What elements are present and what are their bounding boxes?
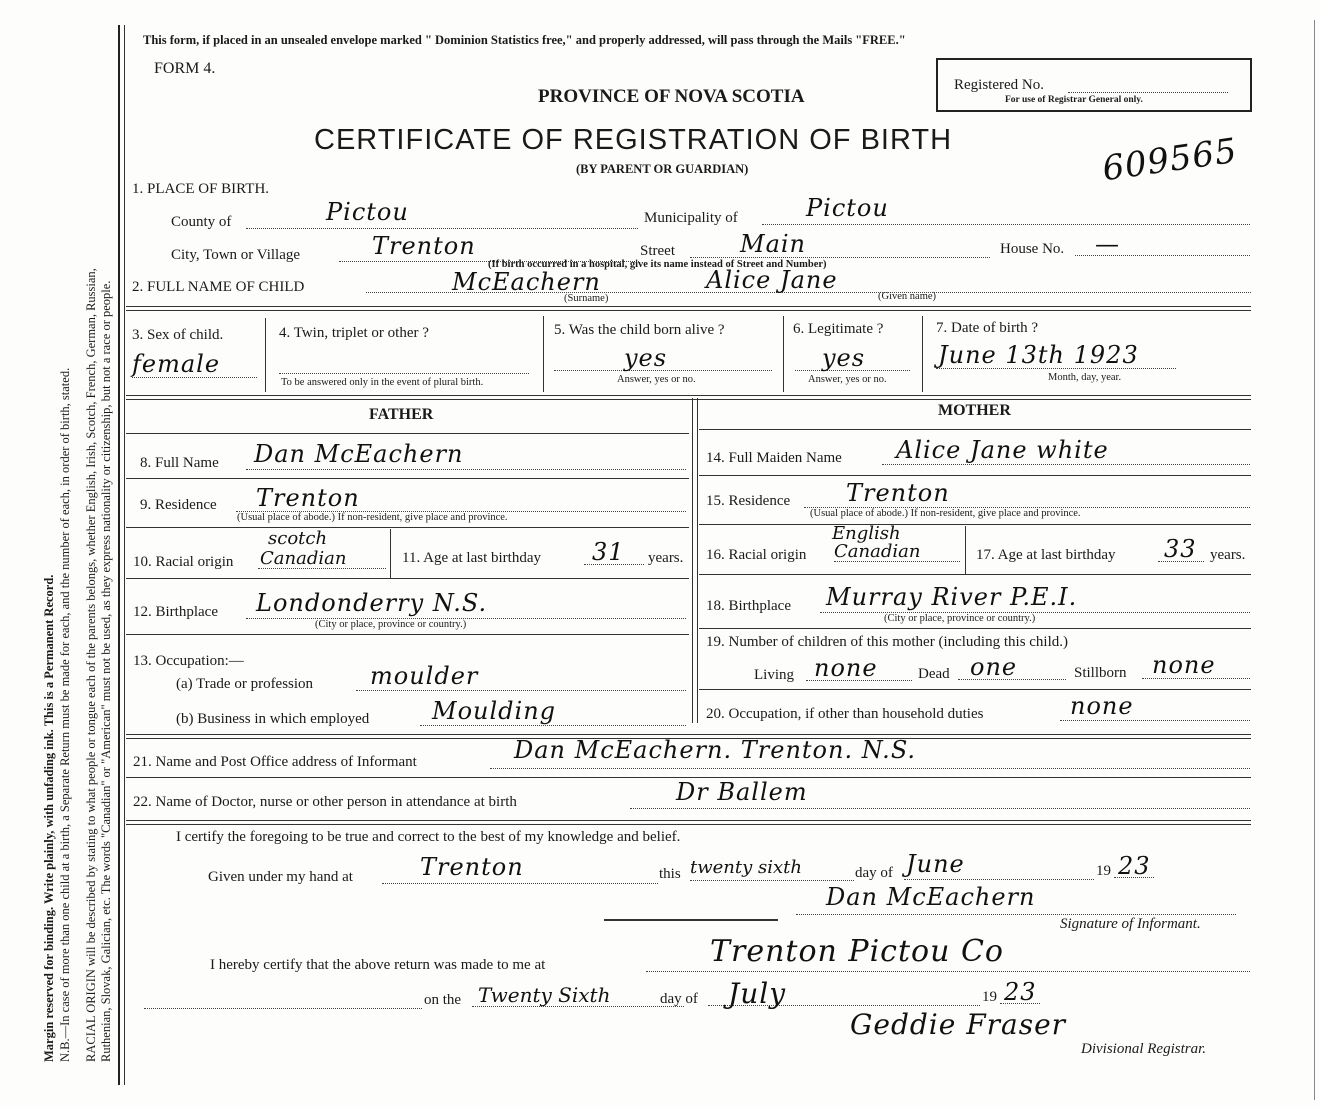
father-residence-label: 9. Residence <box>140 497 217 513</box>
municipality-value: Pictou <box>806 194 889 222</box>
mother-years: years. <box>1210 547 1246 563</box>
twin-label: 4. Twin, triplet or other ? <box>279 325 429 341</box>
father-race: Canadian <box>260 548 347 569</box>
business-label: (b) Business in which employed <box>176 711 370 727</box>
father-years: years. <box>648 550 684 566</box>
dob-value: June 13th 1923 <box>938 341 1139 369</box>
mother-age: 33 <box>1164 535 1197 563</box>
legitimate-value: yes <box>822 344 866 372</box>
informant-value: Dan McEachern. Trenton. N.S. <box>514 736 917 764</box>
sex-label: 3. Sex of child. <box>132 327 224 343</box>
father-residence-note: (Usual place of abode.) If non-resident, give place and province. <box>237 512 508 523</box>
mother-residence: Trenton <box>846 479 950 507</box>
alive-label: 5. Was the child born alive ? <box>554 322 725 338</box>
legitimate-label: 6. Legitimate ? <box>793 321 884 337</box>
city-value: Trenton <box>372 232 476 260</box>
stillborn-label: Stillborn <box>1074 665 1127 681</box>
trade-label: (a) Trade or profession <box>176 676 314 692</box>
margin-note-2: N.B.—In case of more than one child at a birth, a Separate Return must be made for each, and the number of each, in order of birth, stated. <box>58 367 72 1062</box>
registrar-month: July <box>728 977 787 1010</box>
certificate-title: CERTIFICATE OF REGISTRATION OF BIRTH <box>314 124 953 156</box>
father-race-top: scotch <box>268 528 328 549</box>
registrar-statement: I hereby certify that the above return was made to me at <box>210 957 546 973</box>
living-label: Living <box>754 667 794 683</box>
street-value: Main <box>740 230 807 258</box>
father-race-label: 10. Racial origin <box>133 554 234 570</box>
mother-birthplace: Murray River P.E.I. <box>826 583 1078 611</box>
mother-name-label: 14. Full Maiden Name <box>706 450 842 466</box>
dead-label: Dead <box>918 666 950 682</box>
certificate-subtitle: (BY PARENT OR GUARDIAN) <box>576 162 749 176</box>
registrar-signature: Geddie Fraser <box>850 1008 1067 1041</box>
father-name-label: 8. Full Name <box>140 455 219 471</box>
certify-day: twenty sixth <box>690 857 802 878</box>
dob-note: Month, day, year. <box>1048 372 1122 383</box>
child-surname: McEachern <box>452 268 601 296</box>
registrar-day: Twenty Sixth <box>478 983 611 1007</box>
signature-label: Signature of Informant. <box>1060 916 1201 932</box>
registrar-year-prefix: 19 <box>982 989 997 1005</box>
twin-note: To be answered only in the event of plural birth. <box>281 377 484 388</box>
mother-residence-note: (Usual place of abode.) If non-resident, give place and province. <box>810 508 1081 519</box>
living-value: none <box>814 654 878 682</box>
child-name-label: 2. FULL NAME OF CHILD <box>132 279 305 295</box>
place-heading: 1. PLACE OF BIRTH. <box>132 181 270 197</box>
county-label: County of <box>171 214 232 230</box>
mother-race-label: 16. Racial origin <box>706 547 807 563</box>
sex-value: female <box>132 350 221 378</box>
certify-dayof-label: day of <box>855 865 893 881</box>
registration-number: 609565 <box>1099 130 1240 190</box>
mother-occupation-label: 20. Occupation, if other than household duties <box>706 706 984 722</box>
doctor-label: 22. Name of Doctor, nurse or other person in attendance at birth <box>133 794 517 810</box>
house-label: House No. <box>1000 241 1065 257</box>
registered-label: Registered No. <box>954 77 1044 93</box>
mother-residence-label: 15. Residence <box>706 493 791 509</box>
children-count-label: 19. Number of children of this mother (including this child.) <box>706 634 1069 650</box>
given-name-note: (Given name) <box>878 291 937 302</box>
margin-note-1: Margin reserved for binding. Write plainly, with unfading ink. This is a Permanent Record. <box>42 574 56 1062</box>
registrar-dayof-label: day of <box>660 991 698 1007</box>
mother-age-label: 17. Age at last birthday <box>976 547 1116 563</box>
father-trade: moulder <box>370 662 479 690</box>
given-place: Trenton <box>420 853 524 881</box>
mother-occupation: none <box>1070 692 1134 720</box>
certify-year-prefix: 19 <box>1096 863 1111 879</box>
informant-label: 21. Name and Post Office address of Informant <box>133 754 417 770</box>
father-birthplace-note: (City or place, province or country.) <box>315 619 467 630</box>
mother-heading: MOTHER <box>938 402 1011 419</box>
hospital-note: (If birth occurred in a hospital, give its name instead of Street and Number) <box>488 259 827 270</box>
father-occupation-label: 13. Occupation:— <box>133 653 244 669</box>
registrar-place: Trenton Pictou Co <box>710 934 1004 969</box>
given-under-label: Given under my hand at <box>208 869 353 885</box>
registrar-onthe-label: on the <box>424 992 462 1008</box>
alive-note: Answer, yes or no. <box>617 374 696 385</box>
doctor-value: Dr Ballem <box>676 778 808 806</box>
margin-note-4: Ruthenian, Slovak, Galician, etc. The words "Canadian" or "American" must not be used, as they express nationality or citizenship, but not a race or people. <box>99 280 113 1062</box>
mother-birthplace-label: 18. Birthplace <box>706 598 791 614</box>
dob-label: 7. Date of birth ? <box>936 320 1039 336</box>
form-number: FORM 4. <box>154 60 216 77</box>
this-label: this <box>659 866 681 882</box>
surname-note: (Surname) <box>564 293 609 304</box>
father-business: Moulding <box>432 697 557 725</box>
stillborn-value: none <box>1152 651 1216 679</box>
registrar-title: Divisional Registrar. <box>1081 1041 1207 1057</box>
father-birthplace-label: 12. Birthplace <box>133 604 218 620</box>
postal-notice: This form, if placed in an unsealed envelope marked " Dominion Statistics free," and properly addressed, will pass through the Mails "FREE." <box>143 33 906 47</box>
certify-year: 23 <box>1118 852 1151 880</box>
legitimate-note: Answer, yes or no. <box>808 374 887 385</box>
father-age-label: 11. Age at last birthday <box>402 550 541 566</box>
father-heading: FATHER <box>369 406 434 423</box>
certify-statement: I certify the foregoing to be true and correct to the best of my knowledge and belief. <box>176 829 681 845</box>
province-title: PROVINCE OF NOVA SCOTIA <box>538 86 805 107</box>
mother-race-top: English <box>832 523 901 544</box>
county-value: Pictou <box>326 198 409 226</box>
municipality-label: Municipality of <box>644 210 738 226</box>
father-residence: Trenton <box>256 484 360 512</box>
father-name: Dan McEachern <box>254 440 464 468</box>
mother-name: Alice Jane white <box>896 436 1109 464</box>
registrar-year: 23 <box>1004 978 1037 1006</box>
dead-value: one <box>970 653 1018 681</box>
father-age: 31 <box>592 538 625 566</box>
city-label: City, Town or Village <box>171 247 301 263</box>
child-given-name: Alice Jane <box>706 266 838 294</box>
father-birthplace: Londonderry N.S. <box>256 589 488 617</box>
margin-note-3: RACIAL ORIGIN will be described by stating to what people or tongue each of the parents belongs, whether English, Irish, Scotch, French, German, Russian, <box>84 268 98 1062</box>
certify-month: June <box>906 850 965 878</box>
street-label: Street <box>640 243 675 259</box>
mother-birthplace-note: (City or place, province or country.) <box>884 613 1036 624</box>
informant-signature: Dan McEachern <box>826 883 1036 911</box>
registrar-use-note: For use of Registrar General only. <box>1005 95 1143 105</box>
mother-race: Canadian <box>834 541 921 562</box>
alive-value: yes <box>624 344 668 372</box>
house-value: — <box>1095 230 1120 258</box>
